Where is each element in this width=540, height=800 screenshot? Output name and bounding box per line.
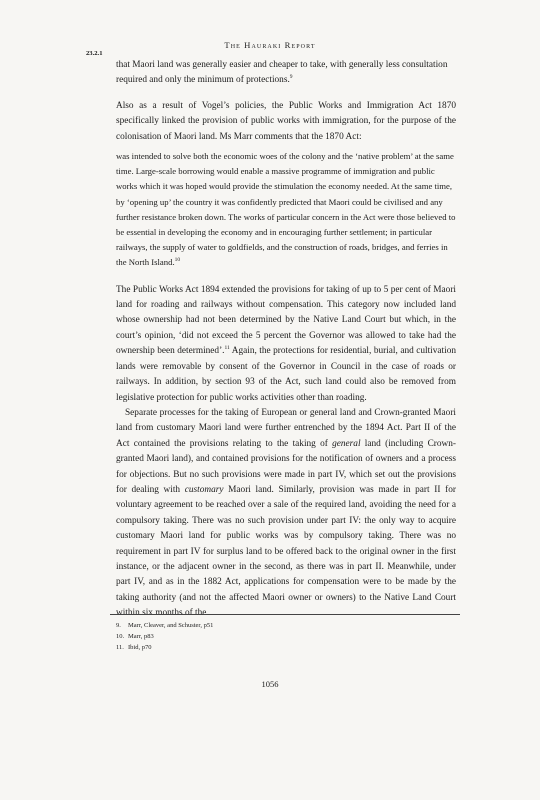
footnote-ref: 10 [174,257,181,264]
footnote-ref: 9 [289,74,293,81]
footnote [116,643,456,654]
footnotes [116,621,456,653]
footnote-text: Marr, p83 [128,632,154,640]
footnote [116,621,456,632]
page-number: 1056 [261,679,279,689]
paragraph-text: Maori land. Similarly, provision was made in part II for voluntary agreement to be reached over a sale of the required land, avoiding the need for a compulsory taking. There was no such provision under part IV: the only way to acquire customary Maori land for public works was by compulsory taking. There was no requirement in part IV for surplus land to be offered back to the original owner in the first instance, or the adjacent owner in the second, as there was in part II. Meanwhile, under part IV, and as in the 1882 Act, applications for compensation were to be made by the taking authority (and not the affected Maori owner or owners) to the Native Land Court within six months of the [116,484,456,619]
paragraph-text: The Public Works Act 1894 extended the provisions for taking of up to 5 per cent of Maori land for roading and railways without compensation. This category now included land whose ownership had not been determined by the Native Land Court but which, in the court’s opinion, ‘did not exceed the 5 percent the Governor was allowed to take had the ownership been determined’. [116,284,456,357]
footnote-number: 10. [116,632,125,640]
paragraph-text: Again, the protections for residential, burial, and cultivation lands were removable by consent of the Governor in Council in the case of roads or railways. In addition, by section 93 of the Act, such land could also be removed from legislative protection for public works activities other than roading. [116,346,456,403]
footnote-ref: 11 [224,345,230,352]
paragraph-text: Also as a result of Vogel’s policies, the Public Works and Immigration Act 1870 specifically linked the provision of public works with immigration, for the purpose of the colonisation of Maori land. Ms Marr comments that the 1870 Act: [116,100,456,142]
paragraph [116,406,456,622]
block-quote [116,149,456,271]
paragraph-text: Separate processes for the taking of European or general land and Crown-granted Maori land from customary Maori land were further entrenched by the 1894 Act. Part II of the Act contained the provisions relating to the taking of [116,407,456,449]
footnote-number: 11. [116,643,124,651]
paragraph-continuation [116,58,456,89]
footnote [116,632,456,643]
footnote-text: Ibid, p70 [128,643,152,651]
emphasis: general [332,438,361,449]
body-text [116,58,456,622]
footnote-text: Marr, Cleaver, and Schuster, p51 [128,622,214,629]
paragraph [116,99,456,145]
emphasis: customary [184,484,224,495]
footnote-divider [110,614,460,615]
paragraph-text: land (including Crown-granted Maori land), and contained provisions for the notification of owners and a process for objections. But no such provisions were made in part IV, which set out the provisions for dealing with [116,438,456,495]
section-number: 23.2.1 [86,50,103,57]
quote-text: was intended to solve both the economic woes of the colony and the ‘native problem’ at the same time. Large-scale borrowing would enable a massive programme of immigration and public works which it was hoped would provide the stimulation the economy needed. At the same time, by ‘opening up’ the country it was confidently predicted that Maori could be civilised and any further resistance broken down. The works of particular concern in the Act were those believed to be essential in developing the economy and in encouraging further settlement; in particular railways, the supply of water to goldfields, and the construction of roads, bridges, and ferries in the North Island. [116,151,456,268]
running-title: The Hauraki Report [224,40,316,50]
paragraph-text: that Maori land was generally easier and cheaper to take, with generally less consultation required and only the minimum of protections. [116,60,448,86]
paragraph [116,283,456,406]
footnote-number: 9. [116,622,121,629]
